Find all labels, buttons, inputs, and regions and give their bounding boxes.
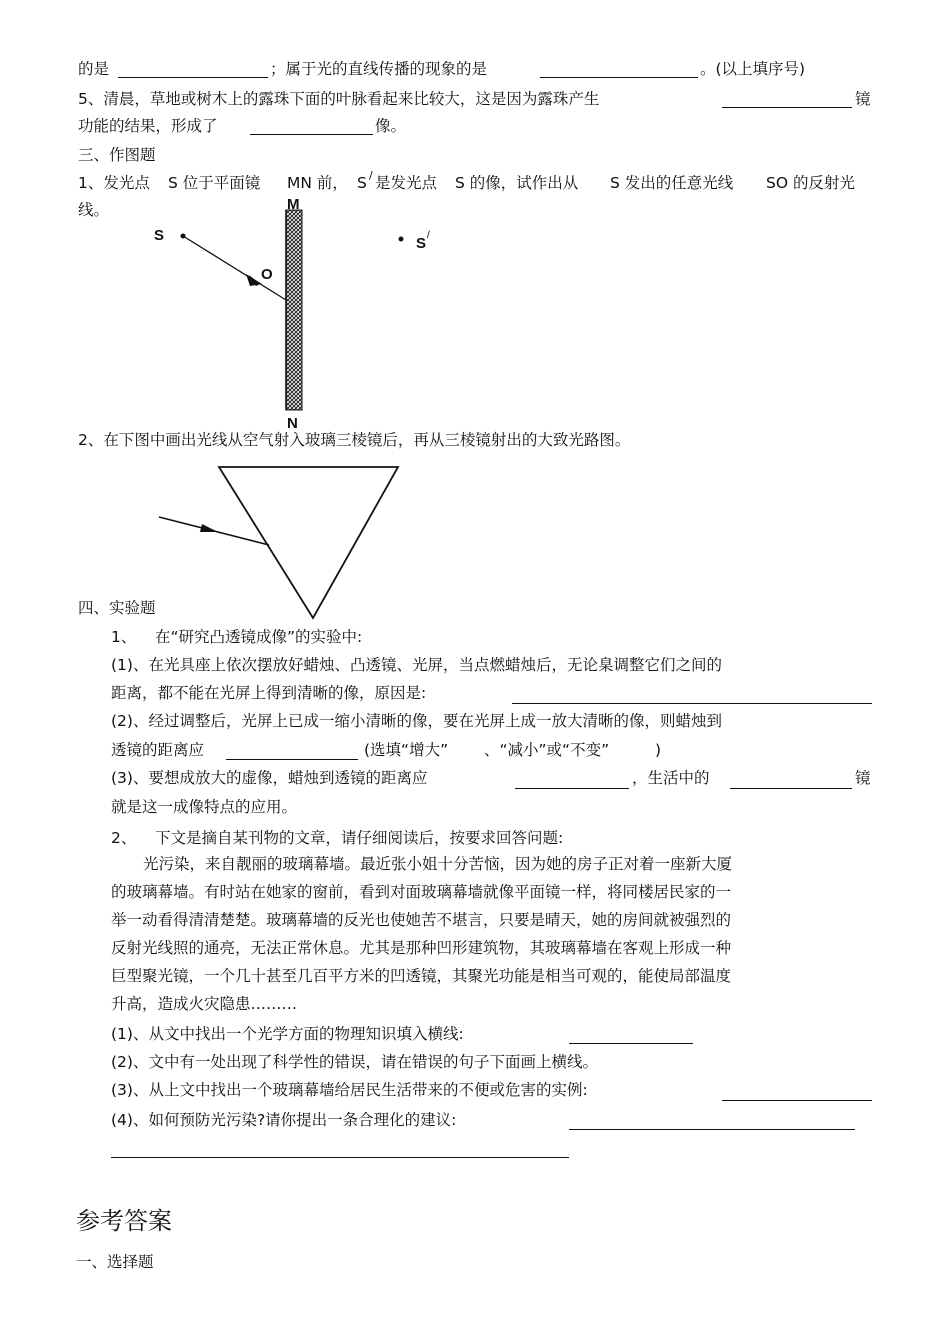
label-o: O bbox=[261, 266, 273, 283]
s4q2-a4-blank-1[interactable] bbox=[569, 1129, 855, 1130]
s4q2-a1: (1)、从文中找出一个光学方面的物理知识填入横线: bbox=[111, 1025, 464, 1043]
s4q1-p2-e: ) bbox=[655, 741, 662, 759]
answers-sec1: 一、选择题 bbox=[76, 1253, 154, 1271]
s4q1-p2-blank[interactable] bbox=[226, 759, 358, 760]
section3-title: 三、作图题 bbox=[78, 146, 156, 164]
s4q1-num: 1、 bbox=[111, 628, 137, 646]
s3q1-e: 是发光点 bbox=[375, 174, 438, 192]
s4q2-text: 下文是摘自某刊物的文章，请仔细阅读后，按要求回答问题: bbox=[155, 829, 564, 847]
s4q2-a1-blank[interactable] bbox=[569, 1043, 693, 1044]
q5-line1-end: 镜 bbox=[855, 90, 871, 108]
s3q1-c: MN 前， bbox=[287, 174, 348, 192]
s4q2-a3: (3)、从上文中找出一个玻璃幕墙给居民生活带来的不便或危害的实例: bbox=[111, 1081, 588, 1099]
s4q2-a4: (4)、如何预防光污染?请你提出一条合理化的建议: bbox=[111, 1111, 457, 1129]
s4q1-text: 在“研究凸透镜成像”的实验中: bbox=[155, 628, 363, 646]
prism-figure bbox=[0, 0, 950, 640]
q5-line1: 5、清晨，草地或树木上的露珠下面的叶脉看起来比较大，这是因为露珠产生 bbox=[78, 90, 600, 108]
s4q1-p3-d: 就是这一成像特点的应用。 bbox=[111, 798, 298, 816]
s3q1-b: S 位于平面镜 bbox=[168, 174, 261, 192]
s4q1-p2-c: (选填“增大” bbox=[364, 741, 449, 759]
s4q2-a3-blank[interactable] bbox=[722, 1100, 872, 1101]
label-m: M bbox=[287, 196, 300, 213]
s4q1-p1-b: 距离，都不能在光屏上得到清晰的像，原因是: bbox=[111, 684, 427, 702]
article-line-5: 巨型聚光镜，一个几十甚至几百平方米的凹透镜，其聚光功能是相当可观的，能使局部温度 bbox=[111, 967, 732, 985]
s3q1-h: SO 的反射光 bbox=[766, 174, 855, 192]
article-line-4: 反射光线照的通亮，无法正常休息。尤其是那种凹形建筑物，其玻璃幕墙在客观上形成一种 bbox=[111, 939, 732, 957]
s4q2-num: 2、 bbox=[111, 829, 137, 847]
s3q1-f: S 的像，试作出从 bbox=[455, 174, 579, 192]
triangular-prism bbox=[219, 467, 398, 618]
s3q1-d: S bbox=[357, 174, 367, 192]
s3q1-prime: / bbox=[369, 169, 373, 182]
article-line-2: 的玻璃幕墙。有时站在她家的窗前，看到对面玻璃幕墙就像平面镜一样，将同楼居民家的一 bbox=[111, 883, 732, 901]
s3q1-a: 1、发光点 bbox=[78, 174, 150, 192]
label-s: S bbox=[154, 227, 165, 244]
s3q2-text: 2、在下图中画出光线从空气射入玻璃三棱镜后，再从三棱镜射出的大致光路图。 bbox=[78, 431, 631, 449]
s4q1-p3-a: (3)、要想成放大的虚像，蜡烛到透镜的距离应 bbox=[111, 769, 428, 787]
s4q1-p3-blank-2[interactable] bbox=[730, 788, 852, 789]
label-s-prime: S bbox=[416, 235, 427, 252]
article-line-3: 举一动看得清清楚楚。玻璃幕墙的反光也使她苦不堪言，只要是晴天，她的房间就被强烈的 bbox=[111, 911, 732, 929]
s4q1-p2-b: 透镜的距离应 bbox=[111, 741, 205, 759]
s4q2-a2: (2)、文中有一处出现了科学性的错误，请在错误的句子下面画上横线。 bbox=[111, 1053, 598, 1071]
s4q1-p3-b: ，生活中的 bbox=[632, 769, 710, 787]
answers-title: 参考答案 bbox=[76, 1207, 172, 1235]
q4-suffix: 。(以上填序号) bbox=[700, 60, 806, 78]
label-n: N bbox=[287, 415, 298, 432]
q4-mid: ；属于光的直线传播的现象的是 bbox=[270, 60, 488, 78]
article-line-1: 光污染，来自靓丽的玻璃幕墙。最近张小姐十分苦恼，因为她的房子正对着一座新大厦 bbox=[143, 855, 733, 873]
s4q1-p2-d: 、“减小”或“不变” bbox=[484, 741, 610, 759]
article-line-6: 升高，造成火灾隐患……… bbox=[111, 995, 298, 1013]
s3q1-g: S 发出的任意光线 bbox=[610, 174, 734, 192]
s3q1-line2: 线。 bbox=[78, 201, 110, 219]
q5-line2-a: 功能的结果，形成了 bbox=[78, 117, 218, 135]
s4q1-p2-a: (2)、经过调整后，光屏上已成一缩小清晰的像，要在光屏上成一放大清晰的像，则蜡烛到 bbox=[111, 712, 722, 730]
s4q1-p1-blank[interactable] bbox=[512, 703, 872, 704]
s4q1-p3-c: 镜 bbox=[855, 769, 871, 787]
label-s-prime-mark: / bbox=[427, 230, 430, 241]
q5-line2-b: 像。 bbox=[375, 117, 407, 135]
section4-title: 四、实验题 bbox=[78, 599, 156, 617]
s4q1-p3-blank-1[interactable] bbox=[515, 788, 629, 789]
q4-prefix: 的是 bbox=[78, 60, 110, 78]
s4q2-a4-blank-2[interactable] bbox=[111, 1157, 569, 1158]
ray-arrowhead-icon bbox=[200, 524, 218, 532]
s4q1-p1-a: (1)、在光具座上依次摆放好蜡烛、凸透镜、光屏，当点燃蜡烛后，无论臬调整它们之间的 bbox=[111, 656, 722, 674]
